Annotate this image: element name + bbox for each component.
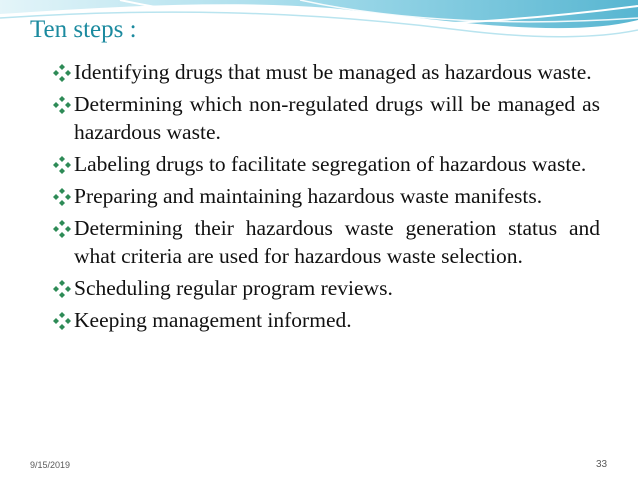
bullet-list (52, 58, 600, 338)
four-diamond-icon (52, 310, 72, 330)
bullet-item (52, 214, 600, 270)
bullet-item (52, 90, 600, 146)
bullet-item (52, 274, 600, 302)
bullet-text: Determining which non-regulated drugs will be managed as hazardous waste. (74, 92, 600, 144)
bullet-item (52, 306, 600, 334)
four-diamond-icon (52, 154, 72, 174)
bullet-item (52, 182, 600, 210)
four-diamond-icon (52, 278, 72, 298)
four-diamond-icon (52, 62, 72, 82)
four-diamond-icon (52, 186, 72, 206)
four-diamond-icon (52, 218, 72, 238)
bullet-text: Scheduling regular program reviews. (74, 276, 393, 300)
slide-title: Ten steps : (30, 16, 137, 43)
bullet-text: Determining their hazardous waste generation status and what criteria are used for hazardous waste selection. (74, 216, 600, 268)
bullet-text: Identifying drugs that must be managed as hazardous waste. (74, 60, 592, 84)
bullet-text: Labeling drugs to facilitate segregation of hazardous waste. (74, 152, 587, 176)
footer-date: 9/15/2019 (30, 460, 71, 470)
bullet-text: Keeping management informed. (74, 308, 352, 332)
four-diamond-icon (52, 94, 72, 114)
bullet-item (52, 58, 600, 86)
bullet-text: Preparing and maintaining hazardous waste manifests. (74, 184, 543, 208)
page-number: 33 (596, 459, 608, 470)
bullet-item (52, 150, 600, 178)
